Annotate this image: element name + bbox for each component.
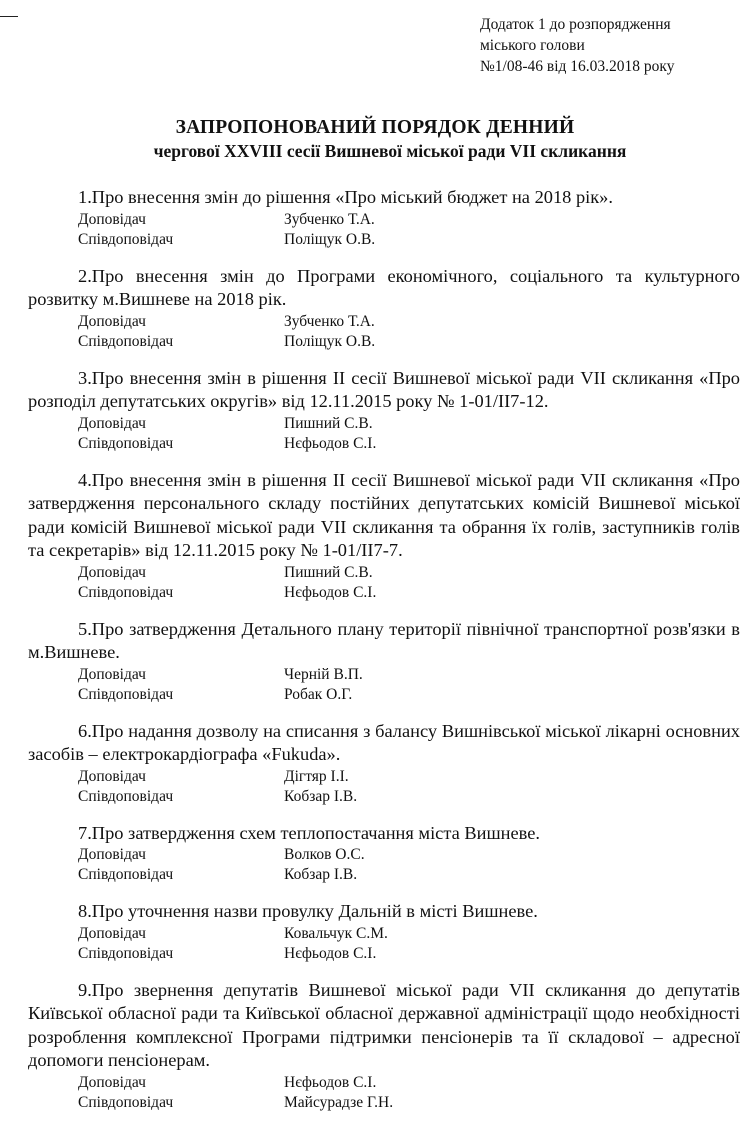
speaker-label: Доповідач [78, 563, 146, 581]
agenda-item-text: 8.Про уточнення назви провулку Дальній в місті Вишневе. [78, 901, 538, 921]
agenda-item-text: 3.Про внесення змін в рішення ІІ сесії Вишневої міської ради VІІ скликання «Про розподіл депутатських округів» від 12.11.2015 року № 1-01/ІІ7-12. [28, 367, 740, 411]
speaker-name: Дігтяр І.І. [284, 767, 349, 785]
co-speaker-row [28, 583, 740, 603]
title-main: ЗАПРОПОНОВАНИЙ ПОРЯДОК ДЕННИЙ [175, 117, 575, 138]
agenda-item-4 [28, 469, 740, 603]
co-speaker-label: Співдоповідач [78, 1093, 174, 1111]
co-speaker-row [28, 865, 740, 885]
agenda-item-7 [28, 822, 740, 886]
speaker-label: Доповідач [78, 665, 146, 683]
co-speaker-name: Кобзар І.В. [284, 866, 358, 883]
co-speaker-label: Співдоповідач [78, 332, 174, 350]
co-speaker-name: Нєфьодов С.І. [284, 583, 377, 601]
speaker-name: Зубченко Т.А. [284, 312, 375, 330]
appendix-line-1: Додаток 1 до розпорядження [480, 16, 671, 33]
speaker-name: Ковальчук С.М. [284, 924, 388, 942]
speaker-row [28, 563, 740, 583]
co-speaker-label: Співдоповідач [78, 230, 174, 248]
title-subtitle: чергової XXVIII сесії Вишневої міської ради VII скликання [153, 141, 627, 161]
speaker-label: Доповідач [78, 846, 146, 863]
speaker-name: Пишний С.В. [284, 414, 373, 432]
agenda-item-2 [28, 265, 740, 352]
agenda-list [28, 186, 740, 1128]
co-speaker-label: Співдоповідач [78, 685, 174, 703]
speaker-label: Доповідач [78, 1073, 146, 1091]
speaker-label: Доповідач [78, 414, 146, 432]
speaker-row [28, 845, 740, 865]
appendix-line-3: №1/08-46 від 16.03.2018 року [480, 58, 675, 75]
speaker-row [28, 767, 740, 787]
co-speaker-name: Кобзар І.В. [284, 787, 358, 805]
agenda-item-text: 9.Про звернення депутатів Вишневої міської ради VII скликання до депутатів Київської обласної ради та Київської обласної державної адміністрації щодо необхідності розроблення комплексної Програми підтримки пенсіонерів та її складової – адресної допомоги пенсіонерам. [28, 979, 740, 1070]
co-speaker-label: Співдоповідач [78, 583, 174, 601]
speaker-label: Доповідач [78, 312, 146, 330]
agenda-item-5 [28, 618, 740, 705]
speaker-row [28, 312, 740, 332]
speaker-name: Волков О.С. [284, 846, 365, 863]
agenda-item-9 [28, 979, 740, 1113]
co-speaker-name: Майсурадзе Г.Н. [284, 1093, 394, 1111]
co-speaker-name: Поліщук О.В. [284, 230, 376, 248]
agenda-item-text: 7.Про затвердження схем теплопостачання міста Вишневе. [78, 822, 540, 843]
co-speaker-name: Нєфьодов С.І. [284, 434, 377, 452]
speaker-label: Доповідач [78, 767, 146, 785]
appendix-note [480, 14, 674, 77]
agenda-item-1 [28, 186, 740, 250]
co-speaker-label: Співдоповідач [78, 434, 174, 452]
co-speaker-name: Робак О.Г. [284, 685, 353, 703]
speaker-name: Нєфьодов С.І. [284, 1073, 377, 1091]
appendix-line-2: міського голови [480, 37, 585, 54]
co-speaker-row [28, 332, 740, 352]
speaker-label: Доповідач [78, 924, 146, 942]
co-speaker-row [28, 944, 740, 964]
co-speaker-label: Співдоповідач [78, 944, 174, 962]
agenda-item-3 [28, 367, 740, 454]
speaker-row [28, 210, 740, 230]
agenda-item-8 [28, 900, 740, 964]
scan-corner-mark [0, 16, 18, 17]
co-speaker-row [28, 787, 740, 807]
agenda-item-6 [28, 720, 740, 807]
co-speaker-label: Співдоповідач [78, 787, 174, 805]
agenda-item-text: 5.Про затвердження Детального плану території північної транспортної розв'язки в м.Вишневе. [28, 618, 740, 662]
speaker-name: Пишний С.В. [284, 563, 373, 581]
speaker-row [28, 1073, 740, 1093]
agenda-item-text: 2.Про внесення змін до Програми економічного, соціального та культурного розвитку м.Вишневе на 2018 рік. [28, 265, 740, 309]
speaker-row [28, 924, 740, 944]
co-speaker-row [28, 230, 740, 250]
co-speaker-name: Нєфьодов С.І. [284, 944, 377, 962]
agenda-item-text: 6.Про надання дозволу на списання з балансу Вишнівської міської лікарні основних засобів – електрокардіографа «Fukuda». [28, 720, 740, 764]
speaker-name: Зубченко Т.А. [284, 210, 375, 228]
agenda-item-text: 1.Про внесення змін до рішення «Про міський бюджет на 2018 рік». [78, 187, 613, 207]
co-speaker-row [28, 1093, 740, 1113]
speaker-row [28, 665, 740, 685]
document-title [0, 116, 750, 162]
co-speaker-label: Співдоповідач [78, 866, 174, 883]
speaker-name: Черній В.П. [284, 665, 363, 683]
co-speaker-row [28, 685, 740, 705]
speaker-label: Доповідач [78, 210, 146, 228]
co-speaker-row [28, 434, 740, 454]
speaker-row [28, 414, 740, 434]
agenda-item-text: 4.Про внесення змін в рішення ІІ сесії Вишневої міської ради VІІ скликання «Про затвердження персонального складу постійних депутатських комісій Вишневої міської ради комісій Вишневої міської ради VII скликання та обрання їх голів, заступників голів та секретарів» від 12.11.2015 року № 1-01/ІІ7-7. [28, 469, 740, 560]
co-speaker-name: Поліщук О.В. [284, 332, 376, 350]
